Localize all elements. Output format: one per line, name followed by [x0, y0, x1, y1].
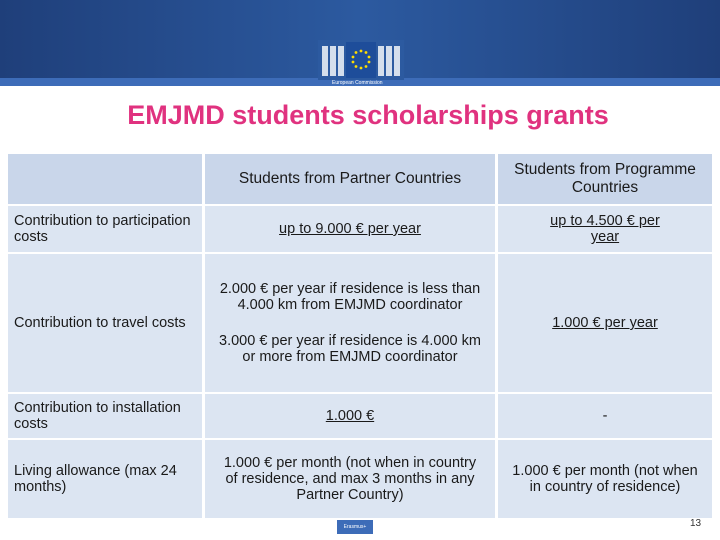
partner-installation-value: 1.000 €: [205, 394, 495, 438]
header-programme-countries: Students from Programme Countries: [498, 154, 712, 204]
table-row: [8, 206, 712, 252]
partner-travel-under-4000: 2.000 € per year if residence is less than 4.000 km from EMJMD coordinator: [219, 281, 481, 313]
page-number: 13: [690, 518, 702, 529]
programme-living-allowance-value: 1.000 € per month (not when in country of residence): [498, 440, 712, 518]
header-empty-cell: [8, 154, 202, 204]
row-label-installation: Contribution to installation costs: [8, 394, 202, 438]
partner-participation-value: up to 9.000 € per year: [205, 206, 495, 252]
page-title: EMJMD students scholarships grants: [127, 100, 609, 130]
logo-caption: European Commission: [332, 80, 383, 86]
row-label-participation: Contribution to participation costs: [8, 206, 202, 252]
partner-travel-over-4000: 3.000 € per year if residence is 4.000 km or more from EMJMD coordinator: [219, 333, 481, 365]
programme-participation-value: up to 4.500 € per year: [498, 206, 712, 252]
row-label-travel: Contribution to travel costs: [8, 254, 202, 392]
partner-living-allowance-value: 1.000 € per month (not when in country of residence, and max 3 months in any Partner Country): [205, 440, 495, 518]
table-row: [8, 440, 712, 518]
erasmus-badge: Erasmus+: [337, 520, 373, 534]
table-row: [8, 394, 712, 438]
row-label-living-allowance: Living allowance (max 24 months): [8, 440, 202, 518]
table-row: [8, 254, 712, 392]
partner-travel-cell: [205, 254, 495, 392]
header-partner-countries: Students from Partner Countries: [205, 154, 495, 204]
programme-installation-value: -: [498, 394, 712, 438]
programme-travel-value: 1.000 € per year: [498, 254, 712, 392]
table-header-row: [8, 154, 712, 204]
